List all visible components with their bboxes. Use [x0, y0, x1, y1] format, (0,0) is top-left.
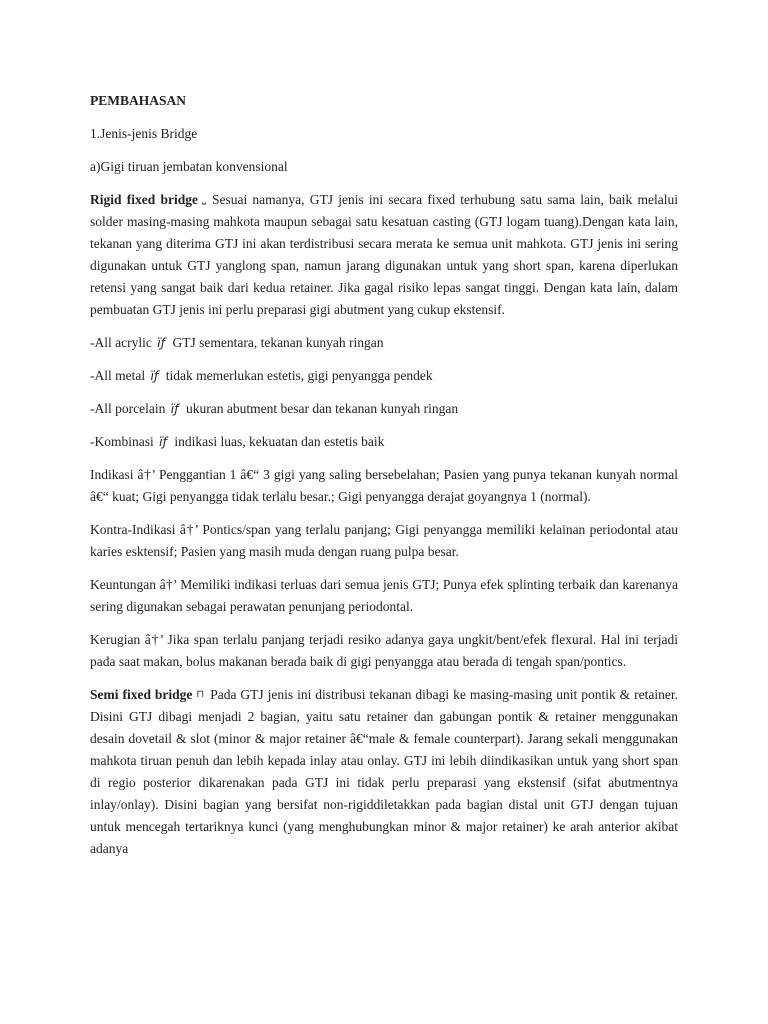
arrow-symbol-icon: ïƒ	[170, 401, 179, 416]
material-item-text: ukuran abutment besar dan tekanan kunyah ringan	[185, 401, 459, 416]
rigid-fixed-bridge-text: Sesuai namanya, GTJ jenis ini secara fixed terhubung satu sama lain, baik melalui solder masing-masing mahkota maupun sebagai satu kesatuan casting (GTJ logam tuang).Dengan kata lain, tekanan yang diterima GTJ ini akan terdistribusi secara merata ke semua unit mahkota. GTJ jenis ini sering digunakan untuk GTJ yanglong span, namun jarang digunakan untuk yang short span, karena diperlukan retensi yang sangat baik dari kedua retainer. Jika gagal risiko lepas sangat tinggi. Dengan kata lain, dalam pembuatan GTJ jenis ini perlu preparasi gigi abutment yang cukup ekstensif.	[90, 192, 678, 317]
semi-fixed-bridge-paragraph	[90, 684, 678, 860]
material-item-label: -Kombinasi	[90, 434, 154, 449]
semi-fixed-bridge-text: Pada GTJ jenis ini distribusi tekanan dibagi ke masing-masing unit pontik & retainer. Disini GTJ dibagi menjadi 2 bagian, yaitu satu retainer dan gabungan pontik & retainer menggunakan desain dovetail & slot (minor & major retainer â€“male & female counterpart). Jarang sekali menggunakan mahkota tiruan penuh dan lebih kepada inlay atau onlay. GTJ ini lebih diindikasikan untuk yang short span di regio posterior dikarenakan pada GTJ ini tidak perlu preparasi yang ekstensif (sifat abutmentnya inlay/onlay). Disini bagian yang bersifat non-rigiddiletakkan pada bagian distal unit GTJ dengan tujuan untuk mencegah tertariknya kunci (yang menghubungkan minor & major retainer) ke arah anterior akibat adanya	[90, 687, 678, 856]
material-item-text: GTJ sementara, tekanan kunyah ringan	[172, 335, 384, 350]
material-item-acrylic	[90, 332, 678, 354]
semi-fixed-bridge-term: Semi fixed bridge	[90, 687, 193, 702]
bracket-glyph-icon: ⎵	[201, 194, 206, 205]
document-page	[90, 90, 678, 871]
material-item-porcelain	[90, 398, 678, 420]
material-item-kombinasi	[90, 431, 678, 453]
cap-glyph-icon: ⊓	[196, 689, 205, 700]
arrow-symbol-icon: ïƒ	[157, 335, 166, 350]
material-item-metal	[90, 365, 678, 387]
rigid-fixed-bridge-paragraph	[90, 189, 678, 321]
material-item-label: -All metal	[90, 368, 146, 383]
material-item-label: -All porcelain	[90, 401, 166, 416]
kontra-indikasi-paragraph: Kontra-Indikasi â†’ Pontics/span yang terlalu panjang; Gigi penyangga memiliki kelainan periodontal atau karies esktensif; Pasien yang masih muda dengan ruang pulpa besar.	[90, 522, 678, 559]
arrow-symbol-icon: ïƒ	[150, 368, 159, 383]
arrow-symbol-icon: ïƒ	[159, 434, 167, 449]
rigid-fixed-bridge-term: Rigid fixed bridge	[90, 192, 198, 207]
document-heading: PEMBAHASAN	[90, 93, 187, 108]
subsection-title: a)Gigi tiruan jembatan konvensional	[90, 159, 288, 174]
keuntungan-paragraph: Keuntungan â†’ Memiliki indikasi terluas dari semua jenis GTJ; Punya efek splinting terbaik dan karenanya sering digunakan sebagai perawatan penunjang periodontal.	[90, 577, 678, 614]
kerugian-paragraph: Kerugian â†’ Jika span terlalu panjang terjadi resiko adanya gaya ungkit/bent/efek flexural. Hal ini terjadi pada saat makan, bolus makanan berada baik di gigi penyangga atau berada di tengah span/pontics.	[90, 632, 678, 669]
material-item-text: tidak memerlukan estetis, gigi penyangga pendek	[165, 368, 433, 383]
material-item-label: -All acrylic	[90, 335, 152, 350]
material-item-text: indikasi luas, kekuatan dan estetis baik	[174, 434, 385, 449]
section-title: 1.Jenis-jenis Bridge	[90, 126, 198, 141]
indikasi-paragraph: Indikasi â†’ Penggantian 1 â€“ 3 gigi yang saling bersebelahan; Pasien yang punya tekanan kunyah normal â€“ kuat; Gigi penyangga tidak terlalu besar.; Gigi penyangga derajat goyangnya 1 (normal).	[90, 467, 678, 504]
